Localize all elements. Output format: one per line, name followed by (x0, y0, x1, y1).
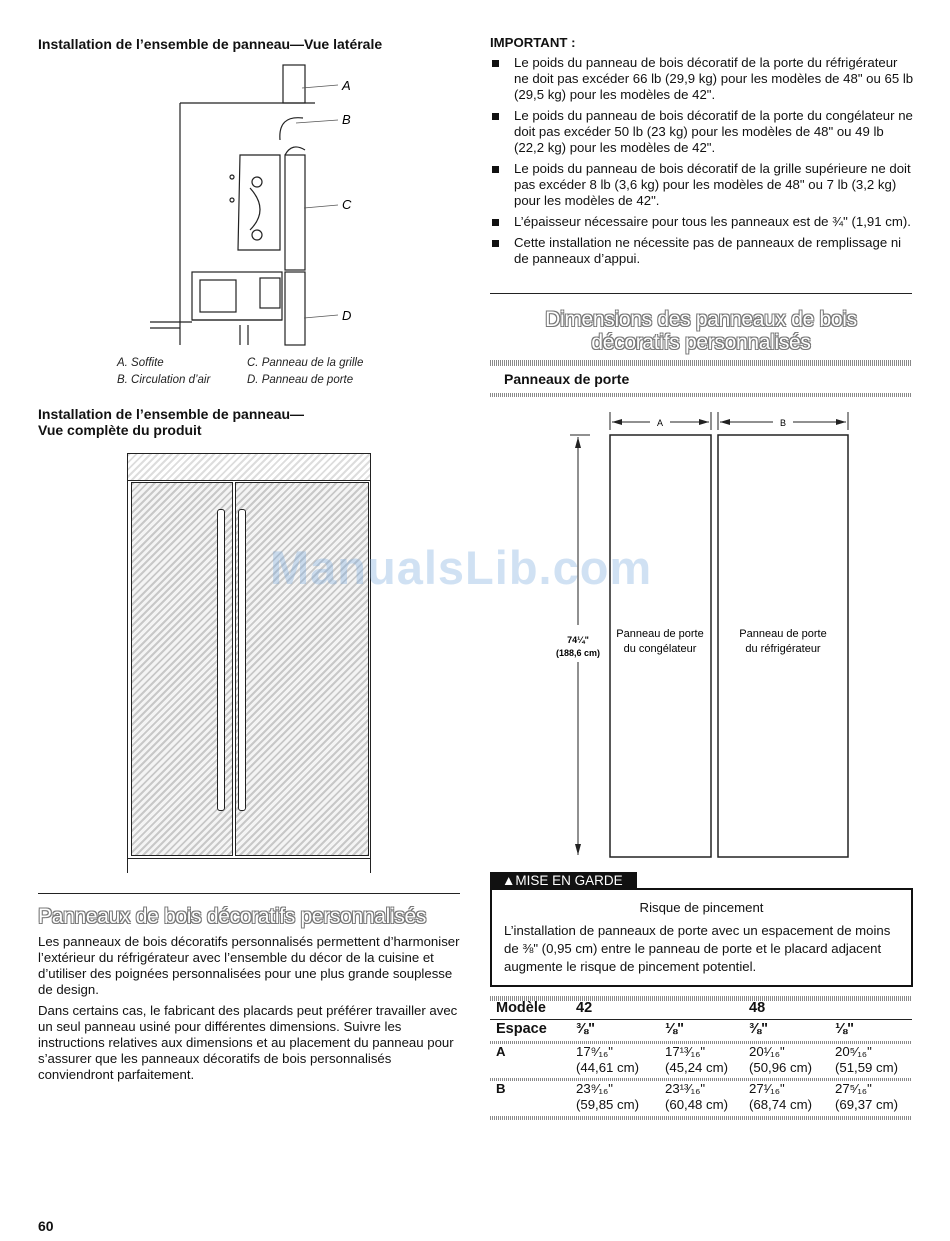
cell-in: 17¹³⁄₁₆" (665, 1044, 706, 1059)
important-item: L’épaisseur nécessaire pour tous les panneaux est de ¾" (1,91 cm). (489, 214, 914, 230)
full-view-title-1: Installation de l’ensemble de panneau— (38, 406, 305, 422)
full-view-title-2: Vue complète du produit (38, 422, 202, 438)
door-panel-diagram (540, 410, 860, 865)
page-number: 60 (38, 1218, 54, 1234)
table-header-space (490, 1021, 912, 1041)
full-product-illustration (127, 453, 371, 873)
height-label-cm: (188,6 cm) (555, 648, 601, 658)
space-cell: ⅜" (749, 1021, 768, 1037)
section-title: Panneaux de bois décoratifs personnalisés (38, 905, 427, 928)
cell-cm: (69,37 cm) (835, 1097, 899, 1112)
freezer-handle (217, 509, 225, 811)
legend-c: C. Panneau de la grille (247, 357, 364, 369)
cell-in: 27¹⁄₁₆" (749, 1081, 785, 1096)
row-label: A (496, 1044, 506, 1059)
important-item: Le poids du panneau de bois décoratif de la grille supérieure ne doit pas excéder 8 lb (3,6 kg) pour les modèles de 48" ou 7 lb (3,2 kg) pour les modèles de 42". (489, 161, 914, 209)
freezer-panel-label-2: du congélateur (623, 643, 697, 655)
legend-b: B. Circulation d’air (117, 374, 211, 386)
important-item: Cette installation ne nécessite pas de panneaux de remplissage ni de panneaux d’appui. (489, 235, 914, 267)
cell-in: 27⁵⁄₁₆" (835, 1081, 872, 1096)
cell-cm: (68,74 cm) (749, 1097, 813, 1112)
cell-in: 23⁹⁄₁₆" (576, 1081, 613, 1096)
dim-a-label: A (656, 418, 664, 428)
important-list (489, 55, 914, 272)
callout-a: A (342, 78, 351, 93)
cell-cm: (59,85 cm) (576, 1097, 640, 1112)
table-row (490, 1081, 912, 1115)
warning-text: L’installation de panneaux de porte avec un espacement de moins de ⅜" (0,95 cm) entre le panneau de porte et le placard adjacent augmente le risque de pincement potentiel. (504, 923, 891, 974)
toe-kick (128, 858, 370, 873)
important-item: Le poids du panneau de bois décoratif de la porte du réfrigérateur ne doit pas excéder 66 lb (29,9 kg) pour les modèles de 48" ou 65 lb (29,5 kg) pour les modèles de 42". (489, 55, 914, 103)
grille-panel (128, 454, 370, 481)
warning-label: MISE EN GARDE (515, 873, 623, 888)
legend-a: A. Soffite (117, 357, 164, 369)
important-item: Le poids du panneau de bois décoratif de la porte du congélateur ne doit pas excéder 50 lb (23 kg) pour les modèles de 48" ou 49 lb (22,2 kg) pour les modèles de 42". (489, 108, 914, 156)
fridge-panel-label-1: Panneau de porte (739, 628, 827, 640)
door-panels-title: Panneaux de porte (504, 371, 630, 387)
cell-cm: (60,48 cm) (665, 1097, 729, 1112)
fridge-panel-label-2: du réfrigérateur (745, 643, 821, 655)
cell-cm: (51,59 cm) (835, 1060, 899, 1075)
callout-d: D (342, 308, 352, 323)
dims-title-1: Dimensions des panneaux de bois (545, 308, 857, 331)
cell-in: 23¹³⁄₁₆" (665, 1081, 706, 1096)
cell-cm: (45,24 cm) (665, 1060, 729, 1075)
height-label-in: 74¼" (567, 635, 589, 645)
side-view-diagram (120, 60, 380, 355)
cell-in: 17⁹⁄₁₆" (576, 1044, 613, 1059)
cell-cm: (44,61 cm) (576, 1060, 640, 1075)
cell-cm: (50,96 cm) (749, 1060, 813, 1075)
important-label: IMPORTANT : (490, 35, 576, 50)
freezer-panel-label-1: Panneau de porte (616, 628, 704, 640)
paragraph-1: Les panneaux de bois décoratifs personnalisés permettent d’harmoniser l’extérieur du réfrigérateur avec l’ensemble du décor de la cuisine et d’utiliser des poignées personnalisées pour une plus grande souplesse de design. (38, 934, 460, 997)
cell-in: 20⁵⁄₁₆" (835, 1044, 872, 1059)
side-view-title: Installation de l’ensemble de panneau—Vue latérale (38, 36, 383, 52)
space-label: Espace (496, 1021, 547, 1037)
fridge-handle (238, 509, 246, 811)
dim-b-label: B (779, 418, 787, 428)
space-cell: ⅛" (835, 1021, 854, 1037)
callout-b: B (342, 112, 351, 127)
model-label: Modèle (496, 1000, 546, 1016)
callout-c: C (342, 197, 352, 212)
dims-title-2: décoratifs personnalisés (591, 331, 811, 354)
space-cell: ⅛" (665, 1021, 684, 1037)
model-42: 42 (576, 1000, 593, 1016)
row-label: B (496, 1081, 506, 1096)
space-cell: ⅜" (576, 1021, 595, 1037)
warning-tab (490, 872, 637, 889)
cell-in: 20¹⁄₁₆" (749, 1044, 785, 1059)
warning-title: Risque de pincement (639, 900, 764, 915)
table-row (490, 1044, 912, 1078)
warning-triangle-icon: ▲ (502, 873, 516, 888)
warning-box (490, 888, 913, 987)
paragraph-2: Dans certains cas, le fabricant des placards peut préférer travailler avec un seul panneau usiné pour différentes dimensions. Suivre les instructions relatives aux dimensions et au placement du panneau pour s’assurer que les panneaux décoratifs de bois personnalisés conviendront parfaitement. (38, 1003, 458, 1082)
legend-d: D. Panneau de porte (247, 374, 354, 386)
model-48: 48 (749, 1000, 766, 1016)
watermark: ManualsLib.com (270, 541, 653, 594)
fridge-door (235, 482, 369, 856)
